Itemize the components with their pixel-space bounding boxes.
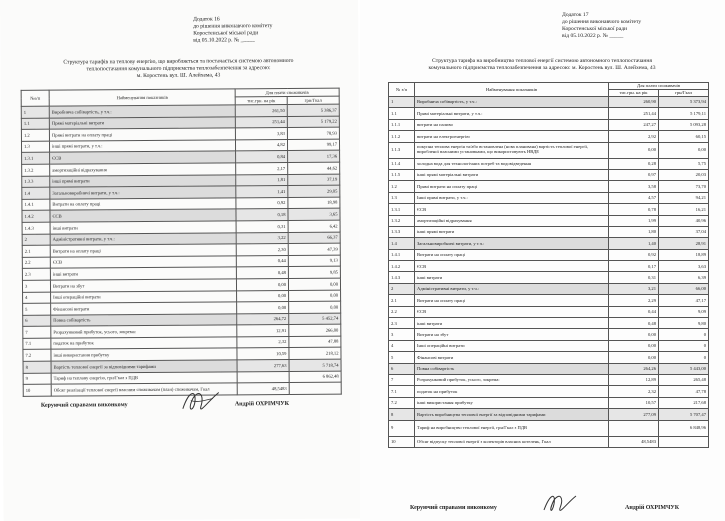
row-number: 1.3.3 [389,226,415,237]
value-thousand-uah: 48,5483 [609,436,659,447]
table-row [389,386,709,397]
row-name: Повна собівартість [51,314,237,327]
row-name: витрати на паливо [415,119,609,130]
value-uah-per-gcal: 5 443,00 [659,363,709,374]
row-number: 1.1.4 [389,158,415,169]
row-name: Повна собівартість [415,363,609,374]
value-uah-per-gcal: 47,39 [288,243,340,255]
row-name: Прямі матеріальні витрати, у т.ч.: [415,108,609,119]
value-thousand-uah: 260,90 [609,97,659,108]
table-row [389,119,709,130]
value-uah-per-gcal: 5 179,11 [659,108,709,119]
table-row [389,363,709,374]
table-row [389,318,709,329]
value-thousand-uah: 0,92 [236,197,288,209]
value-uah-per-gcal: 5 718,74 [289,359,341,371]
value-thousand-uah: 12,89 [609,374,659,385]
row-name: холодна вода для технологічних потреб та водовідведення [415,158,609,169]
value-uah-per-gcal: 5 093,28 [659,119,709,130]
row-number: 1.1 [389,108,415,119]
row-number: 7 [23,326,51,338]
left-page [0,0,362,521]
value-thousand-uah: 10,59 [237,348,289,360]
left-signature-role: Керуючий справами виконкому [40,402,128,409]
value-thousand-uah: 3,83 [235,128,287,140]
left-header-line: Коростенської міської ради [193,30,259,37]
value-thousand-uah: 0,00 [237,302,289,314]
value-uah-per-gcal: 73,70 [659,181,709,192]
row-number: 4 [23,292,51,304]
value-thousand-uah: 264,26 [609,363,659,374]
row-number: 7.2 [389,397,415,408]
row-name: інші витрати [50,267,236,280]
table-row [389,142,709,158]
value-uah-per-gcal: 99,17 [287,139,339,151]
row-number: 3 [389,329,415,340]
row-name: Адміністративні витрати, у т.ч.: [415,283,609,294]
value-uah-per-gcal: 6 848,96 [659,420,709,436]
table-row [389,283,709,294]
right-annex-header [562,12,641,40]
value-uah-per-gcal: 266,00 [289,324,341,336]
table-row [389,192,709,203]
value-thousand-uah: 277,63 [237,360,289,372]
row-name: інші прямі матеріальні витрати [415,169,609,180]
value-uah-per-gcal: 47,17 [659,295,709,306]
row-name: податок на прибуток [415,386,609,397]
value-uah-per-gcal: 3,63 [659,261,709,272]
row-name: інші використання прибутку [415,397,609,408]
value-uah-per-gcal: 44,62 [288,162,340,174]
value-thousand-uah: 277,09 [609,409,659,420]
value-thousand-uah [237,371,289,383]
left-title-line: теплопостачання комунального підприємства теплозабезпечення за адресою: [86,65,271,73]
row-number: 8 [389,409,415,420]
value-thousand-uah: 0,84 [236,151,288,163]
row-name: Обсяг реалізації теплової енергії власним споживачам (план) споживачам, Гкал [51,383,237,396]
value-thousand-uah: 48,5483 [237,383,289,395]
row-number: 4 [389,340,415,351]
row-number: 1.4.3 [389,272,415,283]
right-title-line: Структура тарифа на виробництво теплової енергії системою автономного теплопостачання [432,58,652,64]
table-row [389,272,709,283]
col-header-group: Для плати споживачів [235,88,339,97]
right-header-line: Коростенської міської ради [562,26,628,32]
right-header-line: до рішення виконавчого комітету [562,19,642,25]
row-name: Прямі витрати на оплату праці [415,181,609,192]
left-header-line: до рішення виконавчого комітету [193,23,273,30]
row-name: Фінансові витрати [51,302,237,315]
row-name: Розрахунковий прибуток, усього, зокрема: [51,325,237,338]
left-handwritten-signature-icon [179,386,223,416]
row-number: 2.1 [22,245,50,257]
table-row [389,226,709,237]
row-number: 2.2 [22,257,50,269]
value-thousand-uah: 0,00 [609,340,659,351]
row-name: інші прямі витрати [50,174,236,187]
row-number: 1 [21,106,49,118]
row-number: 1.3 [21,141,49,153]
value-thousand-uah: 3,58 [609,181,659,192]
value-uah-per-gcal: 5,75 [659,158,709,169]
table-row [389,352,709,363]
table-row [389,374,709,385]
table-row [389,420,709,436]
row-name: Інші прямі витрати, у т.ч.: [415,192,609,203]
value-uah-per-gcal: 3,65 [288,208,340,220]
right-tariff-table [388,82,709,448]
value-uah-per-gcal: 218,12 [289,348,341,360]
table-row [389,169,709,180]
value-uah-per-gcal: 5 386,37 [287,104,339,116]
right-handwritten-signature-icon [540,490,580,518]
value-thousand-uah: 4,57 [609,192,659,203]
row-name: Загальновиробничі витрати, у т.ч.: [50,186,236,199]
row-number: 1.3.1 [22,153,50,165]
value-thousand-uah: 2,32 [237,336,289,348]
value-uah-per-gcal: 0,00 [288,278,340,290]
row-number: 10 [389,436,415,447]
row-number: 2.3 [389,318,415,329]
value-uah-per-gcal: 5 179,22 [287,116,339,128]
value-uah-per-gcal: 0,00 [289,301,341,313]
value-uah-per-gcal: 5 452,74 [289,313,341,325]
row-number: 1.1.5 [389,169,415,180]
row-name: Інші операційні витрати [51,290,237,303]
value-uah-per-gcal: 47,78 [659,386,709,397]
value-thousand-uah: 0,00 [236,278,288,290]
value-thousand-uah: 0,78 [609,204,659,215]
row-name: ЄСВ [50,256,236,269]
row-number: 1.4.2 [22,211,50,223]
row-name: Витрати на збут [415,329,609,340]
left-header-line: Додаток 16 [193,16,220,23]
row-number: 2 [22,234,50,246]
value-thousand-uah: 1,81 [236,174,288,186]
row-number: 1.1.1 [389,119,415,130]
row-name: Виробнича собівартість, у т.ч.: [49,105,235,118]
row-number: 7.1 [23,338,51,350]
value-thousand-uah: 251,44 [609,108,659,119]
row-number: 1.3.3 [22,176,50,188]
value-uah-per-gcal: 40,96 [659,215,709,226]
value-thousand-uah: 0,48 [609,318,659,329]
table-row [389,329,709,340]
value-thousand-uah: 3,22 [236,232,288,244]
row-name: покупна теплова енергія та/або встановлена (нова планована) вартість теплової енергії, виробленої власними установками, що використовують НВДЕ [415,142,609,158]
value-thousand-uah: 264,72 [237,313,289,325]
left-annex-header [193,16,272,45]
value-uah-per-gcal: 78,93 [287,127,339,139]
table-row [389,397,709,408]
value-uah-per-gcal: 66,00 [659,283,709,294]
table-row [389,436,709,447]
value-uah-per-gcal: 5 373,94 [659,97,709,108]
row-name: інші прямі витрати, у т.ч.: [49,140,235,153]
value-thousand-uah: 4,82 [235,139,287,151]
value-thousand-uah: 2,92 [609,131,659,142]
table-row [389,181,709,192]
row-name: Витрати на оплату праці [415,295,609,306]
value-thousand-uah: 261,50 [235,104,287,116]
value-uah-per-gcal: 47,88 [289,336,341,348]
row-name: Вартість теплової енергії за відповідними тарифами [51,360,237,373]
row-name: Виробнича собівартість, у т.ч.: [415,97,609,108]
value-thousand-uah: 1,80 [609,226,659,237]
value-uah-per-gcal: 0 [659,352,709,363]
value-thousand-uah: 0,31 [236,220,288,232]
row-name: Фінансові витрати [415,352,609,363]
row-number: 2.3 [22,268,50,280]
row-name: ЄСВ [415,261,609,272]
right-signature-name: Андрій ОХРІМЧУК [625,505,680,511]
left-title-line: Структура тарифів на теплову енергію, що виробляється та постачається системою автономного [63,57,294,66]
value-thousand-uah: 0,31 [609,272,659,283]
value-uah-per-gcal [659,436,709,447]
value-uah-per-gcal: 37,04 [659,226,709,237]
value-uah-per-gcal: 18,89 [659,249,709,260]
value-thousand-uah: 1,41 [236,186,288,198]
row-name: ЄСВ [415,204,609,215]
value-uah-per-gcal: 16,21 [659,204,709,215]
row-number: 1.3.2 [22,164,50,176]
value-uah-per-gcal: 28,91 [659,238,709,249]
row-name: Обсяг відпуску теплової енергії з колекторів власних котелень, Гкал [415,436,609,447]
value-thousand-uah: 1,40 [609,238,659,249]
row-name: інші використання прибутку [51,348,237,361]
value-uah-per-gcal: 17,36 [288,151,340,163]
row-name: амортизаційні відрахування [415,215,609,226]
row-name: Витрати на оплату праці [50,198,236,211]
value-uah-per-gcal: 0,00 [659,142,709,158]
left-signature-name: Андрій ОХРІМЧУК [234,400,289,408]
row-number: 2.2 [389,306,415,317]
row-name: Витрати на збут [50,279,236,292]
value-thousand-uah [609,420,659,436]
col-header-uah-per-gcal: грн/Гкал [287,96,339,104]
value-uah-per-gcal: 60,15 [659,131,709,142]
value-thousand-uah: 0,00 [609,352,659,363]
value-uah-per-gcal: 9,09 [659,306,709,317]
row-name: Витрати на оплату праці [415,249,609,260]
table-row [389,261,709,272]
right-page [360,0,725,521]
value-thousand-uah: 0,44 [236,255,288,267]
value-uah-per-gcal: 5 707,47 [659,409,709,420]
table-row [389,295,709,306]
row-number: 1.4 [22,187,50,199]
row-number: 7 [389,374,415,385]
table-row [389,131,709,142]
table-row [389,238,709,249]
value-uah-per-gcal: 20,03 [659,169,709,180]
row-name: Розрахунковий прибуток, усього, зокрема: [415,374,609,385]
left-table-body [21,104,341,396]
table-row [389,204,709,215]
row-name: ЄСВ [50,209,236,222]
row-name: Прямі матеріальні витрати [49,116,235,129]
value-uah-per-gcal: 6,42 [288,220,340,232]
row-name: витрати на електроенергію [415,131,609,142]
row-number: 3 [22,280,50,292]
row-number: 10 [23,384,51,396]
right-header-line: Додаток 17 [562,12,589,18]
row-number: 1.1.3 [389,142,415,158]
row-number: 1.1 [21,118,49,130]
value-thousand-uah: 0,48 [236,267,288,279]
col-header-uah-per-gcal: грн/Гкал [659,90,709,97]
value-uah-per-gcal: 18,98 [288,197,340,209]
row-name: Прямі витрати на оплату праці [49,128,235,141]
col-header-number: № з/п [389,83,415,97]
value-thousand-uah: 0,17 [609,261,659,272]
value-thousand-uah: 0,00 [609,142,659,158]
left-title-line: м. Коростень вул. Ш. Алейхема, 43 [136,72,221,80]
row-number: 1.4.3 [22,222,50,234]
value-thousand-uah: 2,17 [236,162,288,174]
right-title-line: комунального підприємства теплозабезпечення за адресою: м. Коростень вул. Ш. Алейхема, 43 [428,65,656,71]
row-number: 1.4.1 [389,249,415,260]
row-name: Витрати на оплату праці [50,244,236,257]
value-thousand-uah: 247,27 [609,119,659,130]
value-thousand-uah: 2,29 [609,295,659,306]
table-row [389,158,709,169]
value-uah-per-gcal: 6,39 [659,272,709,283]
value-uah-per-gcal [289,382,341,394]
value-uah-per-gcal: 9,85 [288,266,340,278]
value-thousand-uah: 0,28 [609,158,659,169]
row-number: 9 [23,373,51,385]
col-header-number: №з/п [21,90,49,106]
value-uah-per-gcal: 9,80 [659,318,709,329]
value-uah-per-gcal: 94,21 [659,192,709,203]
row-number: 8 [23,361,51,373]
value-thousand-uah: 0,92 [609,249,659,260]
table-row [389,409,709,420]
row-name: Вартість виробництва теплової енергії за відповідними тарифами [415,409,609,420]
right-table-body [389,97,709,448]
value-uah-per-gcal: 0 [659,340,709,351]
left-header-line: від 05.10.2022 р. № _____ [193,37,255,44]
value-thousand-uah: 1,99 [609,215,659,226]
value-uah-per-gcal: 265,48 [659,374,709,385]
col-header-name: Найменування показників [415,83,609,97]
row-number: 1.4 [389,238,415,249]
row-name: ЄСВ [415,306,609,317]
value-uah-per-gcal: 66,37 [288,232,340,244]
row-number: 1.2 [389,181,415,192]
right-signature-role: Керуючий справами виконкому [410,505,497,511]
value-thousand-uah: 0,97 [609,169,659,180]
value-thousand-uah: 2,32 [609,386,659,397]
col-header-name: Найменування показників [49,89,235,106]
row-number: 6 [23,315,51,327]
row-name: інші витрати [415,272,609,283]
table-row [389,306,709,317]
table-row [389,215,709,226]
value-uah-per-gcal: 0 [659,329,709,340]
col-header-thousand-uah: тис.грн. на рік [235,96,287,104]
row-name: ЄСВ [50,151,236,164]
value-uah-per-gcal: 6 862,48 [289,371,341,383]
row-number: 1.1.2 [389,131,415,142]
value-uah-per-gcal: 9,13 [288,255,340,267]
row-number: 1.2 [21,129,49,141]
value-thousand-uah: 0,44 [609,306,659,317]
row-name: податок на прибуток [51,337,237,350]
row-number: 7.1 [389,386,415,397]
row-number: 7.2 [23,350,51,362]
table-row [389,249,709,260]
value-thousand-uah: 0,18 [236,209,288,221]
col-header-group: Для плати споживачів [609,83,709,90]
right-header-line: від 05.10.2022 р. № _____ [562,33,624,39]
row-name: Адміністративні витрати, у т.ч.: [50,232,236,245]
row-name: Загальновиробничі витрати, у т.ч.: [415,238,609,249]
row-number: 5 [389,352,415,363]
right-doc-title [366,58,718,72]
left-doc-title [8,58,348,81]
row-name: інші витрати [415,318,609,329]
row-name: інші витрати [50,221,236,234]
value-thousand-uah: 0,00 [237,290,289,302]
table-row [389,108,709,119]
value-uah-per-gcal: 217,68 [659,397,709,408]
value-thousand-uah: 10,57 [609,397,659,408]
row-number: 1 [389,97,415,108]
value-uah-per-gcal: 29,05 [288,185,340,197]
col-header-thousand-uah: тис.грн. на рік [609,90,659,97]
row-name: Тариф на виробництво теплової енергії, грн/Гкал з ПДВ [415,420,609,436]
value-thousand-uah: 0,00 [609,329,659,340]
row-number: 1.3.2 [389,215,415,226]
row-name: Тариф на теплову енергію, грн/Гкал з ПДВ [51,372,237,385]
row-name: Інші операційні витрати [415,340,609,351]
row-number: 6 [389,363,415,374]
value-uah-per-gcal: 0,00 [289,290,341,302]
row-number: 9 [389,420,415,436]
value-thousand-uah: 12,91 [237,325,289,337]
table-row [389,340,709,351]
value-uah-per-gcal: 37,19 [288,174,340,186]
row-number: 2 [389,283,415,294]
value-thousand-uah: 3,21 [609,283,659,294]
value-thousand-uah: 251,44 [235,116,287,128]
value-thousand-uah: 2,30 [236,244,288,256]
row-number: 1.3.1 [389,204,415,215]
row-number: 1.4.1 [22,199,50,211]
table-row [389,97,709,108]
left-tariff-table [21,88,342,397]
row-number: 5 [23,303,51,315]
row-number: 1.4.2 [389,261,415,272]
row-number: 2.1 [389,295,415,306]
row-number: 1.3 [389,192,415,203]
row-name: амортизаційні відрахування [50,163,236,176]
row-name: інші прямі витрати [415,226,609,237]
